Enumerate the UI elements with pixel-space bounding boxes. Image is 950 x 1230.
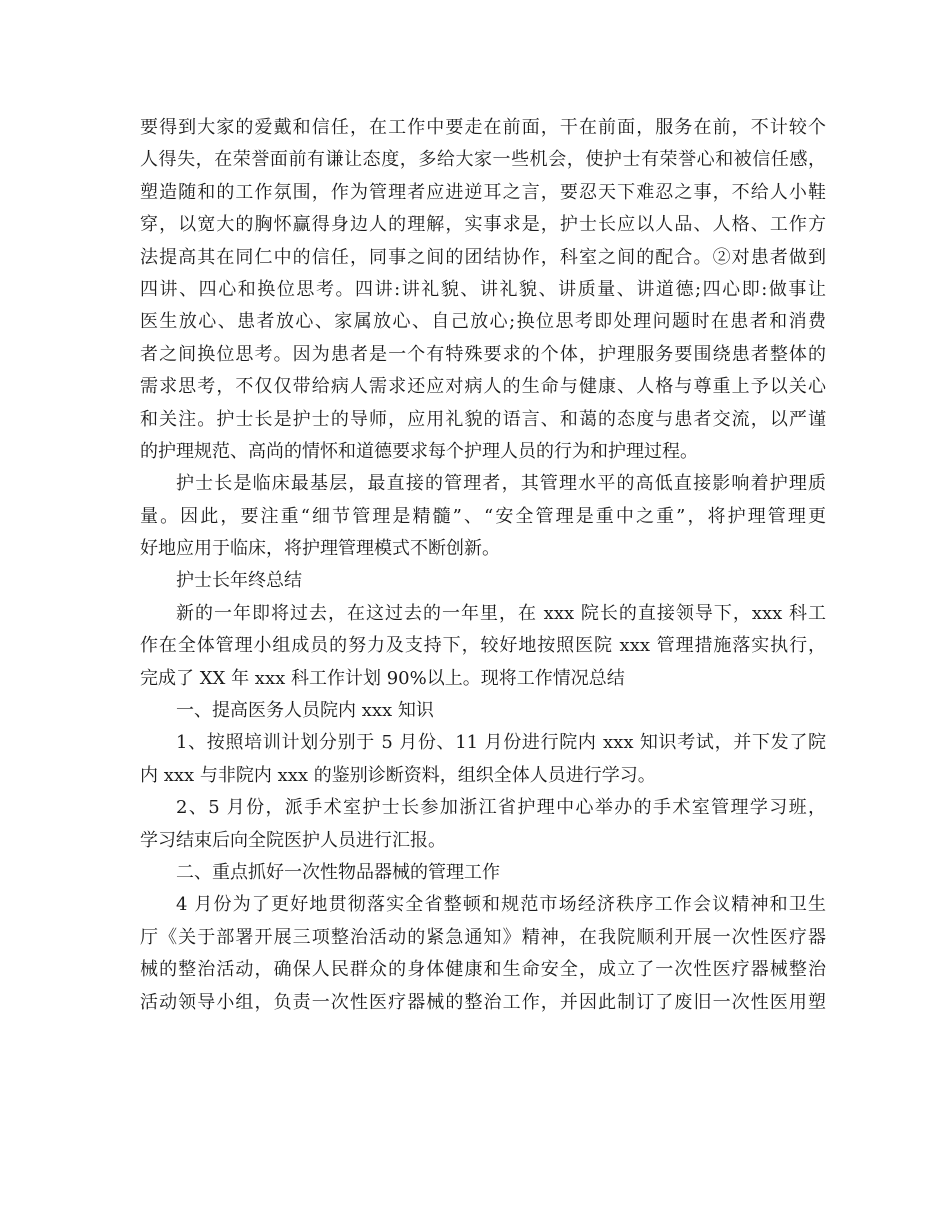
text-line: 法提高其在同仁中的信任，同事之间的团结协作，科室之间的配合。②对患者做到	[140, 246, 826, 268]
text-line: 2、5 月份，派手术室护士长参加浙江省护理中心举办的手术室管理学习班，	[176, 797, 826, 819]
text-line: 者之间换位思考。因为患者是一个有特殊要求的个体，护理服务要围绕患者整体的	[140, 343, 826, 365]
text-line: 需求思考，不仅仅带给病人需求还应对病人的生命与健康、人格与尊重上予以关心	[140, 376, 826, 398]
text-line: 护士长是临床最基层，最直接的管理者，其管理水平的高低直接影响着护理质	[176, 473, 826, 495]
document-body	[140, 112, 826, 1019]
text-line: 要得到大家的爱戴和信任，在工作中要走在前面，干在前面，服务在前，不计较个	[140, 117, 826, 138]
text-line: 一、提高医务人员院内 xxx 知识	[176, 700, 434, 722]
text-line: 4 月份为了更好地贯彻落实全省整顿和规范市场经济秩序工作会议精神和卫生	[176, 894, 826, 916]
text-line: 内 xxx 与非院内 xxx 的鉴别诊断资料，组织全体人员进行学习。	[140, 764, 656, 786]
text-line: 量。因此，要注重“细节管理是精髓”、“安全管理是重中之重”，将护理管理更	[140, 505, 826, 527]
text-line: 人得失，在荣誉面前有谦让态度，多给大家一些机会，使护士有荣誉心和被信任感，	[140, 149, 826, 171]
text-line: 作在全体管理小组成员的努力及支持下，较好地按照医院 xxx 管理措施落实执行，	[140, 635, 826, 657]
text-line: 完成了 XX 年 xxx 科工作计划 90%以上。现将工作情况总结	[140, 667, 625, 689]
text-line: 塑造随和的工作氛围，作为管理者应进逆耳之言，要忍天下难忍之事，不给人小鞋	[140, 181, 826, 203]
text-line: 的护理规范、高尚的情怀和道德要求每个护理人员的行为和护理过程。	[140, 440, 698, 462]
text-line: 和关注。护士长是护士的导师，应用礼貌的语言、和蔼的态度与患者交流，以严谨	[140, 408, 826, 430]
text-line: 厅《关于部署开展三项整治活动的紧急通知》精神，在我院顺利开展一次性医疗器	[140, 926, 826, 948]
text-line: 二、重点抓好一次性物品器械的管理工作	[176, 861, 500, 883]
text-line: 医生放心、患者放心、家属放心、自己放心;换位思考即处理问题时在患者和消费	[140, 311, 826, 333]
text-line: 穿，以宽大的胸怀赢得身边人的理解，实事求是，护士长应以人品、人格、工作方	[140, 214, 826, 236]
text-line: 活动领导小组，负责一次性医疗器械的整治工作，并因此制订了废旧一次性医用塑	[140, 991, 826, 1013]
text-line: 新的一年即将过去，在这过去的一年里，在 xxx 院长的直接领导下，xxx 科工	[176, 602, 826, 624]
text-line: 械的整治活动，确保人民群众的身体健康和生命安全，成立了一次性医疗器械整治	[140, 959, 826, 981]
text-line: 学习结束后向全院医护人员进行汇报。	[140, 829, 446, 851]
text-line: 1、按照培训计划分别于 5 月份、11 月份进行院内 xxx 知识考试，并下发了院	[176, 732, 826, 754]
text-line: 四讲、四心和换位思考。四讲:讲礼貌、讲礼貌、讲质量、讲道德;四心即:做事让	[140, 278, 826, 300]
text-line: 好地应用于临床，将护理管理模式不断创新。	[140, 538, 500, 560]
text-line: 护士长年终总结	[176, 570, 302, 592]
